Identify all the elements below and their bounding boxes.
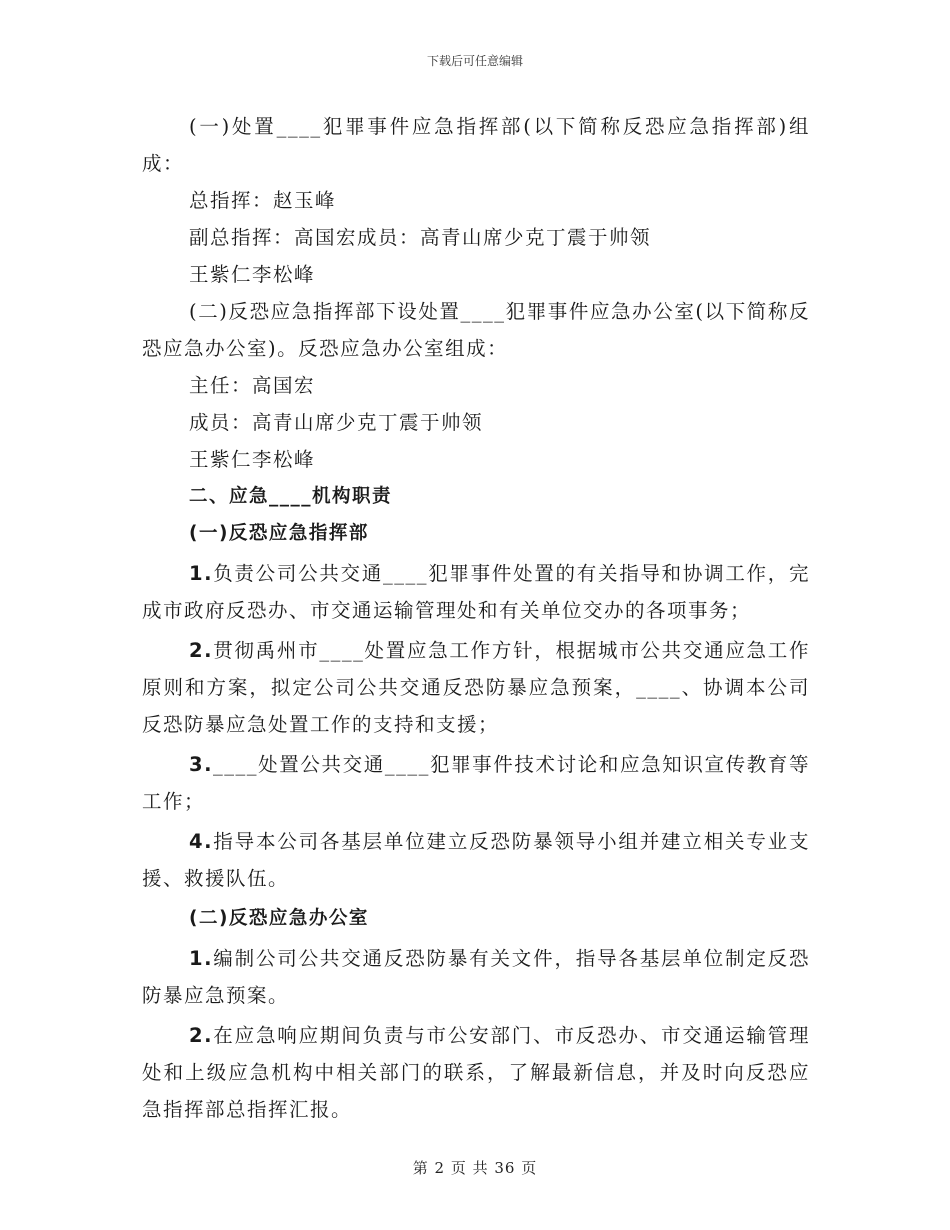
paragraph-1 xyxy=(142,108,810,182)
paragraph-text: 总指挥：赵玉峰 xyxy=(189,189,337,212)
paragraph-3 xyxy=(142,219,810,256)
paragraph-text: (二)反恐应急指挥部下设处置____犯罪事件应急办公室(以下简称反恐应急办公室)。反恐应急办公室组成： xyxy=(142,300,810,360)
paragraph-text: ____处置公共交通____犯罪事件技术讨论和应急知识宣传教育等工作； xyxy=(142,753,810,813)
paragraph-text: 王紫仁李松峰 xyxy=(189,448,316,471)
paragraph-text: (一)反恐应急指挥部 xyxy=(189,523,369,544)
paragraph-number: 4. xyxy=(189,830,213,853)
paragraph-text: (二)反恐应急办公室 xyxy=(189,908,369,929)
paragraph-number: 2. xyxy=(189,639,213,662)
paragraph-text: 副总指挥：高国宏成员：高青山席少克丁震于帅领 xyxy=(189,226,652,249)
paragraph-2 xyxy=(142,182,810,219)
paragraph-text: 主任：高国宏 xyxy=(189,374,316,397)
paragraph-16 xyxy=(142,940,810,1014)
paragraph-text: 指导本公司各基层单位建立反恐防暴领导小组并建立相关专业支援、救援队伍。 xyxy=(142,830,810,890)
paragraph-number: 1. xyxy=(189,947,213,970)
paragraph-text: 王紫仁李松峰 xyxy=(189,263,316,286)
paragraph-6 xyxy=(142,367,810,404)
paragraph-text: 编制公司公共交通反恐防暴有关文件，指导各基层单位制定反恐防暴应急预案。 xyxy=(142,947,810,1007)
paragraph-text: 成员：高青山席少克丁震于帅领 xyxy=(189,411,484,434)
paragraph-17 xyxy=(142,1017,810,1128)
paragraph-8 xyxy=(142,441,810,478)
section-heading xyxy=(142,478,810,515)
paragraph-5 xyxy=(142,293,810,367)
paragraph-text: (一)处置____犯罪事件应急指挥部(以下简称反恐应急指挥部)组成： xyxy=(142,115,810,175)
paragraph-text: 二、应急____机构职责 xyxy=(189,486,393,507)
subsection-heading-1 xyxy=(142,515,810,552)
document-body xyxy=(142,108,810,1128)
paragraph-text: 在应急响应期间负责与市公安部门、市反恐办、市交通运输管理处和上级应急机构中相关部门的联系，了解最新信息，并及时向反恐应急指挥部总指挥汇报。 xyxy=(142,1024,810,1121)
page-footer: 第 2 页 共 36 页 xyxy=(412,1159,538,1177)
paragraph-number: 1. xyxy=(189,562,213,585)
paragraph-14 xyxy=(142,823,810,897)
paragraph-text: 贯彻禹州市____处置应急工作方针，根据城市公共交通应急工作原则和方案，拟定公司公共交通反恐防暴应急预案，____、协调本公司反恐防暴应急处置工作的支持和支援； xyxy=(142,639,810,736)
paragraph-4 xyxy=(142,256,810,293)
subsection-heading-2 xyxy=(142,900,810,937)
paragraph-11 xyxy=(142,555,810,629)
paragraph-number: 2. xyxy=(189,1024,213,1047)
paragraph-number: 3. xyxy=(189,753,213,776)
paragraph-13 xyxy=(142,746,810,820)
paragraph-12 xyxy=(142,632,810,743)
paragraph-text: 负责公司公共交通____犯罪事件处置的有关指导和协调工作，完成市政府反恐办、市交通运输管理处和有关单位交办的各项事务； xyxy=(142,562,810,622)
paragraph-7 xyxy=(142,404,810,441)
page-header: 下载后可任意编辑 xyxy=(426,54,523,68)
